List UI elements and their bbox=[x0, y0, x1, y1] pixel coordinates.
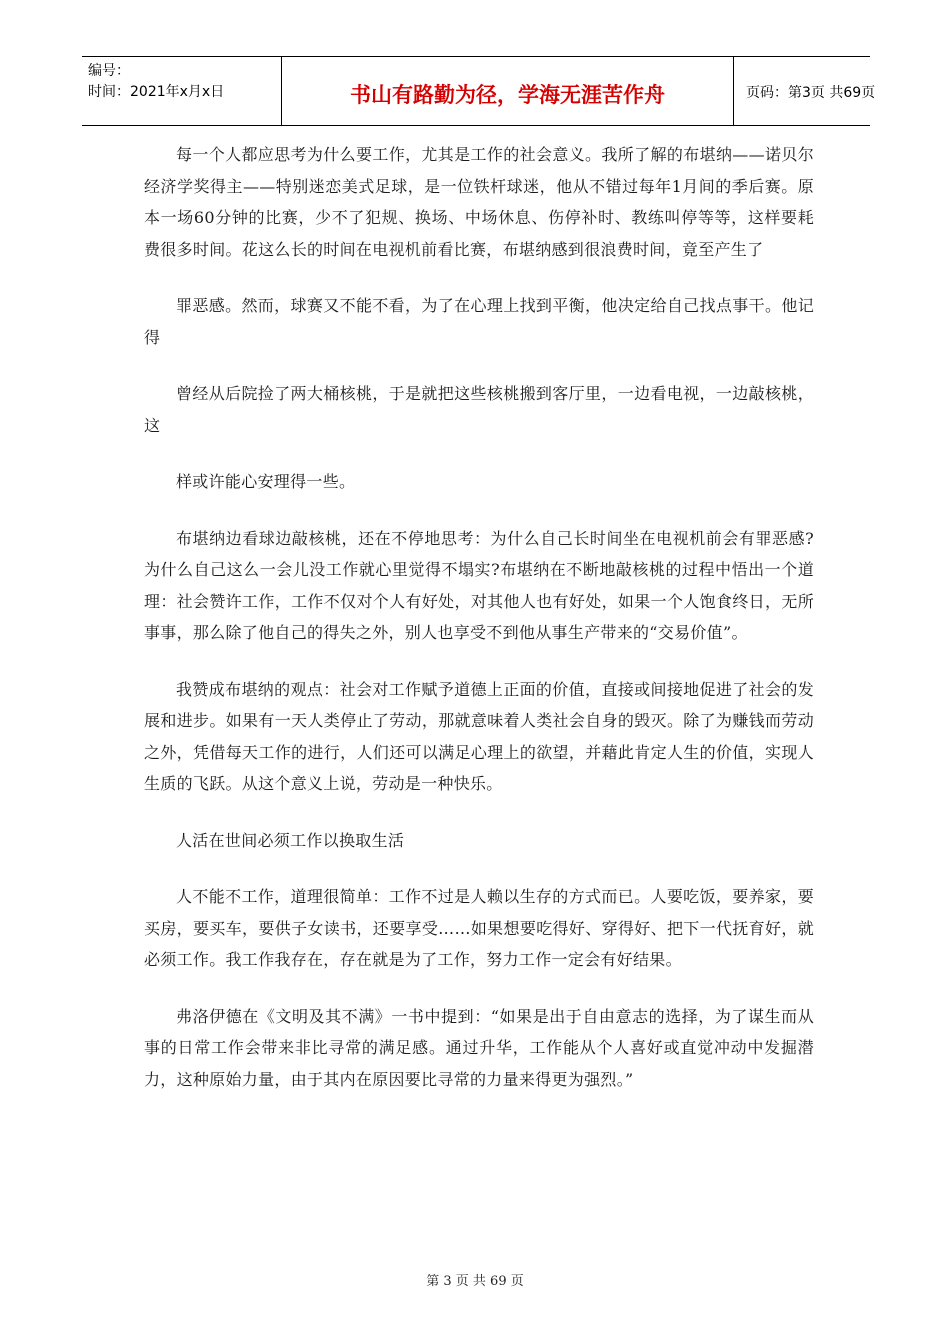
document-body bbox=[144, 139, 814, 1120]
document-header bbox=[82, 56, 876, 126]
header-page-cell bbox=[734, 57, 876, 125]
paragraph-3: 曾经从后院捡了两大桶核桃，于是就把这些核桃搬到客厅里，一边看电视，一边敲核桃，这 bbox=[144, 384, 814, 435]
header-motto-cell bbox=[282, 57, 734, 125]
header-meta-cell bbox=[82, 57, 282, 125]
section-heading: 人活在世间必须工作以换取生活 bbox=[176, 830, 405, 850]
paragraph-8: 弗洛伊德在《文明及其不满》一书中提到：“如果是出于自由意志的选择，为了谋生而从事的日常工作会带来非比寻常的满足感。通过升华，工作能从个人喜好或直觉冲动中发掘潜力，这种原始力量，由于其内在原因要比寻常的力量来得更为强烈。” bbox=[144, 1006, 814, 1089]
document-time-label: 时间：2021年x月x日 bbox=[88, 84, 225, 100]
page-footer: 第 3 页 共 69 页 bbox=[426, 1274, 524, 1289]
paragraph-5: 布堪纳边看球边敲核桃，还在不停地思考：为什么自己长时间坐在电视机前会有罪恶感?为什么自己这么一会儿没工作就心里觉得不塌实?布堪纳在不断地敲核桃的过程中悟出一个道理：社会赞许工作，工作不仅对个人有好处，对其他人也有好处，如果一个人饱食终日，无所事事，那么除了他自己的得失之外，别人也享受不到他从事生产带来的“交易价值”。 bbox=[144, 528, 814, 642]
header-page-code: 页码：第3页 共69页 bbox=[746, 85, 876, 101]
header-motto: 书山有路勤为径，学海无涯苦作舟 bbox=[350, 83, 665, 107]
paragraph-4: 样或许能心安理得一些。 bbox=[176, 472, 356, 491]
paragraph-2: 罪恶感。然而，球赛又不能不看，为了在心理上找到平衡，他决定给自己找点事干。他记得 bbox=[144, 296, 814, 347]
paragraph-7: 人不能不工作，道理很简单：工作不过是人赖以生存的方式而已。人要吃饭，要养家，要买房，要买车，要供子女读书，还要享受……如果想要吃得好、穿得好、把下一代抚育好，就必须工作。我工作我存在，存在就是为了工作，努力工作一定会有好结果。 bbox=[144, 887, 814, 969]
paragraph-1: 每一个人都应思考为什么要工作，尤其是工作的社会意义。我所了解的布堪纳——诺贝尔经济学奖得主——特别迷恋美式足球，是一位铁杆球迷，他从不错过每年1月间的季后赛。原本一场60分钟的比赛，少不了犯规、换场、中场休息、伤停补时、教练叫停等等，这样要耗费很多时间。花这么长的时间在电视机前看比赛，布堪纳感到很浪费时间，竟至产生了 bbox=[144, 145, 814, 259]
paragraph-6: 我赞成布堪纳的观点：社会对工作赋予道德上正面的价值，直接或间接地促进了社会的发展和进步。如果有一天人类停止了劳动，那就意味着人类社会自身的毁灭。除了为赚钱而劳动之外，凭借每天工作的进行，人们还可以满足心理上的欲望，并藉此肯定人生的价值，实现人生质的飞跃。从这个意义上说，劳动是一种快乐。 bbox=[144, 679, 814, 793]
document-number-label: 编号： bbox=[88, 63, 130, 79]
